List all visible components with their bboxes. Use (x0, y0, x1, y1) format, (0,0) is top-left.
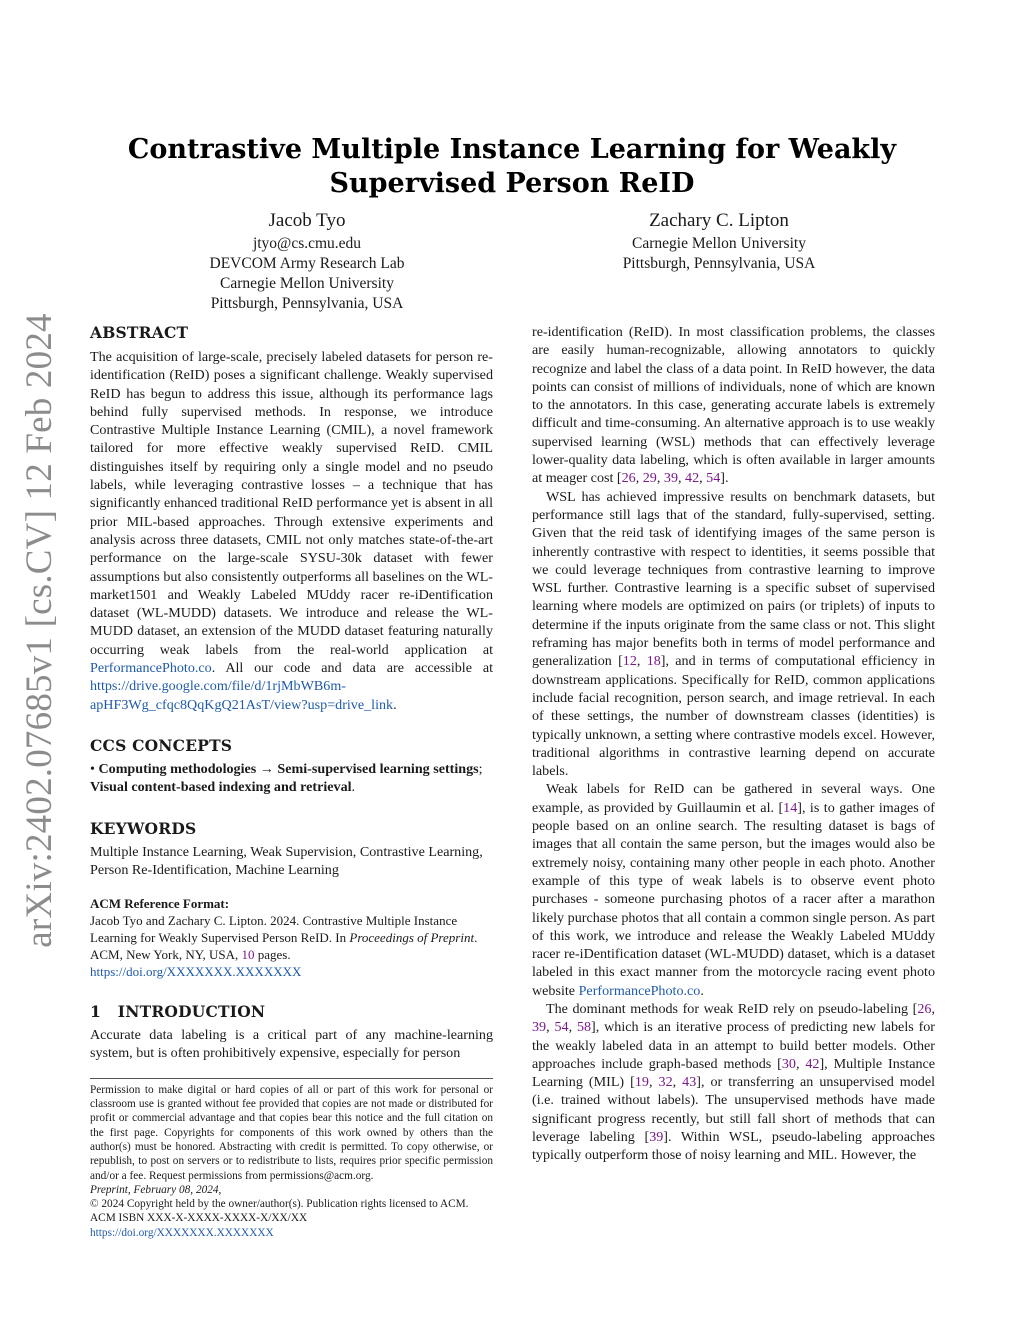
intro-paragraph: Accurate data labeling is a critical part of any machine-learning system, but is often prohibitively expensive, especially for person (90, 1027, 493, 1062)
citation-link[interactable]: 42 (685, 470, 700, 487)
footnote-divider (90, 1078, 493, 1079)
body-paragraph: WSL has achieved impressive results on benchmark datasets, but performance still lags that of the standard, fully-supervised, setting. Given that the reid task of identifying images of the same person is inherently contrastive with respect to identities, it seems possible that we could leverage techniques from contrastive learning to improve WSL further. Contrastive learning is a specific subset of supervised learning where models are optimized on pairs (or triplets) of inputs to determine if the inputs originate from the same class or not. This slight reframing has major benefits both in terms of model performance and generalization [12, 18], and in terms of computational efficiency in downstream applications. Specifically for ReID, common applications include facial recognition, person search, and image retrieval. In each of these settings, the number of downstream classes (identities) is typically unknown, a setting where contrastive models excel. However, traditional algorithms in contrastive learning depend on accurate labels. (532, 488, 935, 780)
paragraph-text: ], or transferring an unsupervised model (i.e. trained without labels). The unsupervised methods have made significant progress recently, but still fall short of methods that can leverage labeling [ (532, 1074, 936, 1146)
paragraph-text: . (700, 982, 704, 999)
copyright-line: © 2024 Copyright held by the owner/author(s). Publication rights licensed to ACM. (90, 1198, 469, 1211)
performancephoto-link[interactable]: PerformancePhoto.co (578, 982, 701, 999)
acm-ref-heading: ACM Reference Format: (90, 896, 230, 912)
acm-ref-venue: Proceedings of Preprint (349, 930, 475, 946)
citation-link[interactable]: 29 (642, 470, 657, 487)
paragraph-text: ], and in terms of computational efficiency in downstream applications. Specifically for ReID, common applications include facial recognition, person search, and image retrieval. In each of these settings, the number of downstream classes (identities) is typically unknown, a setting where contrastive models excel. However, traditional algorithms in contrastive learning depend on accurate labels. (532, 653, 935, 780)
paragraph-text: ], is to gather images of people based on an online search. The resulting dataset is bags of images that all contain the same person, but the images would also be extremely noisy, containing many other people in each photo. Another example of this type of weak labels is to observe event photo purchases - someone purchasing photos of a racer after a marathon likely purchase photos that all contain a common single person. As part of this work, we introduce and release the Weakly Labeled MUddy racer re-iDentification dataset (WL-MUDD) dataset, which is a dataset labeled in this exact manner from the motorcycle racing event photo website (532, 799, 935, 999)
body-paragraph (532, 780, 935, 1000)
author-affiliation: Carnegie Mellon University (632, 235, 806, 252)
arrow-icon: → (259, 760, 274, 777)
paragraph-text: Weak labels for ReID can be gathered in several ways. One example, as provided by Guillaumin et al. [ (532, 781, 935, 816)
performancephoto-link[interactable]: PerformancePhoto.co (90, 660, 212, 677)
paper-title: Contrastive Multiple Instance Learning for Weakly Supervised Person ReID (127, 134, 897, 199)
citation-link[interactable]: 18 (646, 653, 661, 670)
paragraph-text: re-identification (ReID). In most classification problems, the classes are easily human-recognizable, allowing annotators to quickly recognize and label the class of a data point. In ReID however, the data points can consist of millions of individuals, none of which are known to the annotators. In this case, generating accurate labels is extremely difficult and time-consuming. An alternative approach is to use weakly supervised learning (WSL) methods that can effectively leverage lower-quality data labeling, which is often available in larger amounts at meager cost [ (532, 324, 935, 487)
ccs-heading: CCS CONCEPTS (90, 735, 233, 755)
citation-link[interactable]: 54 (706, 470, 721, 487)
citation-link[interactable]: 26 (917, 1000, 932, 1017)
paragraph-text: ], Multiple Instance Learning (MIL) [ (532, 1055, 936, 1091)
acm-reference (90, 912, 493, 980)
abstract-body: The acquisition of large-scale, precisely labeled datasets for person re-identification (ReID) poses a significant challenge. Weakly supervised ReID has begun to address this issue, although its performance lags behind fully supervised methods. In response, we introduce Contrastive Multiple Instance Learning (CMIL), a novel framework tailored for more effective weakly supervised ReID. CMIL distinguishes itself by requiring only a single model and no pseudo labels, while leveraging contrastive losses – a technique that has significantly enhanced traditional ReID performance yet is absent in all prior MIL-based approaches. Through extensive experiments and analysis across three datasets, CMIL not only matches state-of-the-art performance on the large-scale SYSU-30k dataset with fewer assumptions but also consistently outperforms all baselines on the WL-market1501 and Weakly Labeled MUddy racer re-iDentification dataset (WL-MUDD) datasets. We introduce and release the WL-MUDD dataset, an extension of the MUDD dataset featuring naturally occurring weak labels from the real-world application at (90, 349, 493, 658)
author-affiliation: Carnegie Mellon University (220, 275, 394, 292)
abstract-mid: . All our code and data are accessible at (211, 660, 493, 677)
author-location: Pittsburgh, Pennsylvania, USA (210, 295, 404, 312)
author-affiliation: DEVCOM Army Research Lab (209, 255, 405, 272)
citation-link[interactable]: 54 (554, 1019, 569, 1036)
ccs-bullet: • (90, 760, 95, 777)
body-paragraph: The dominant methods for weak ReID rely on pseudo-labeling [26, 39, 54, 58], which is an iterative process of predicting new labels for the weakly labeled data in an attempt to build better models. Other approaches include graph-based methods [30, 42], Multiple Instance Learning (MIL) [19, 32, 43], or transferring an unsupervised model (i.e. trained without labels). The unsupervised methods have made significant progress recently, but still fall short of methods that can leverage labeling [39]. Within WSL, pseudo-labeling approaches typically outperform those of noisy learning and MIL. However, the (532, 1000, 936, 1164)
acm-ref-text: . ACM, New York, NY, USA, (90, 930, 478, 963)
author-name: Jacob Tyo (268, 210, 346, 231)
citation-link[interactable]: 30 (781, 1055, 796, 1072)
acm-ref-pages[interactable]: 10 (241, 947, 255, 963)
drive-link[interactable]: https://drive.google.com/file/d/1rjMbWB6m-apHF3Wg_cfqc8QqKgQ21AsT/view?usp=drive_link (90, 678, 394, 713)
citation-link[interactable]: 12 (622, 653, 637, 670)
author-block-2 (559, 208, 879, 274)
citation-link[interactable]: 26 (621, 470, 636, 487)
citation-link[interactable]: 39 (532, 1019, 547, 1036)
citation-link[interactable]: 43 (682, 1074, 697, 1091)
isbn-line: ACM ISBN XXX-X-XXXX-XXXX-X/XX/XX (90, 1212, 308, 1225)
citation-link[interactable]: 19 (634, 1074, 649, 1091)
paragraph-text: The dominant methods for weak ReID rely on pseudo-labeling [ (546, 1000, 918, 1017)
citation-link[interactable]: 58 (576, 1019, 592, 1036)
ccs-end: . (351, 779, 356, 796)
ccs-item: Semi-supervised learning settings (277, 760, 479, 777)
venue-line: Preprint, February 08, 2024, (90, 1183, 222, 1196)
body-paragraph: re-identification (ReID). In most classification problems, the classes are easily human-recognizable, allowing annotators to quickly recognize and label the class of a data point. In ReID however, the data points can consist of millions of individuals, none of which are known to the annotators. In this case, generating accurate labels is extremely difficult and time-consuming. An alternative approach is to use weakly supervised learning (WSL) methods that can effectively leverage lower-quality data labeling, which is often available in larger amounts at meager cost [26, 29, 39, 42, 54]. (532, 324, 935, 487)
ccs-item: Visual content-based indexing and retrieval (90, 779, 352, 796)
citation-link[interactable]: 32 (658, 1074, 673, 1091)
ccs-separator: ; (478, 760, 483, 777)
author-email: jtyo@cs.cmu.edu (252, 235, 362, 252)
author-name: Zachary C. Lipton (649, 210, 789, 231)
footnote-doi-link[interactable]: https://doi.org/XXXXXXX.XXXXXXX (90, 1226, 274, 1239)
citation-link[interactable]: 14 (783, 799, 798, 816)
acm-ref-doi-link[interactable]: https://doi.org/XXXXXXX.XXXXXXX (90, 964, 302, 980)
paragraph-text: ], which is an iterative process of predicting new labels for the weakly labeled data in an attempt to build better models. Other approaches include graph-based methods [ (532, 1019, 936, 1072)
right-column (532, 323, 935, 1165)
citation-link[interactable]: 39 (663, 470, 678, 487)
arxiv-side-stamp (8, 240, 70, 1020)
abstract-end: . (393, 696, 397, 713)
keywords-text: Multiple Instance Learning, Weak Supervision, Contrastive Learning, Person Re-Identification, Machine Learning (90, 843, 483, 878)
citation-link[interactable]: 39 (649, 1129, 664, 1146)
author-location: Pittsburgh, Pennsylvania, USA (622, 255, 816, 272)
citation-link[interactable]: 42 (805, 1055, 820, 1072)
ccs-item: Computing methodologies (98, 760, 257, 777)
arxiv-identifier: arXiv:2402.07685v1 [cs.CV] 12 Feb 2024 (18, 312, 60, 948)
introduction-heading: 1 INTRODUCTION (90, 1002, 266, 1022)
abstract-heading: ABSTRACT (90, 323, 189, 342)
paragraph-text: ]. Within WSL, pseudo-labeling approaches typically outperform those of noisy learning and MIL. However, the (532, 1129, 935, 1164)
paragraph-text: ]. (720, 470, 729, 487)
ccs-concepts (90, 760, 493, 797)
left-column (90, 323, 493, 1240)
abstract-text (90, 348, 493, 714)
acm-ref-text: Jacob Tyo and Zachary C. Lipton. 2024. Contrastive Multiple Instance Learning for Weakly Supervised Person ReID. In (90, 913, 458, 946)
author-block-1 (147, 208, 467, 314)
acm-ref-text: pages. (257, 947, 291, 963)
keywords-heading: KEYWORDS (90, 818, 197, 838)
paragraph-text: WSL has achieved impressive results on benchmark datasets, but performance still lags that of the standard, fully-supervised, setting. Given that the reid task of identifying images of the same person is inherently contrastive with respect to identities, it seems possible that we could leverage techniques from contrastive learning to improve WSL further. Contrastive learning is a specific subset of supervised learning where models are optimized on pairs (or triplets) of inputs to determine if the inputs originate from the same class or not. This slight reframing has major benefits both in terms of model performance and generalization [ (532, 488, 935, 670)
permission-notice: Permission to make digital or hard copies of all or part of this work for personal or classroom use is granted without fee provided that copies are not made or distributed for profit or commercial advantage and that copies bear this notice and the full citation on the first page. Copyrights for components of this work owned by others than the author(s) must be honored. Abstracting with credit is permitted. To copy otherwise, or republish, to post on servers or to redistribute to lists, requires prior specific permission and/or a fee. Request permissions from permissions@acm.org. (90, 1083, 493, 1182)
